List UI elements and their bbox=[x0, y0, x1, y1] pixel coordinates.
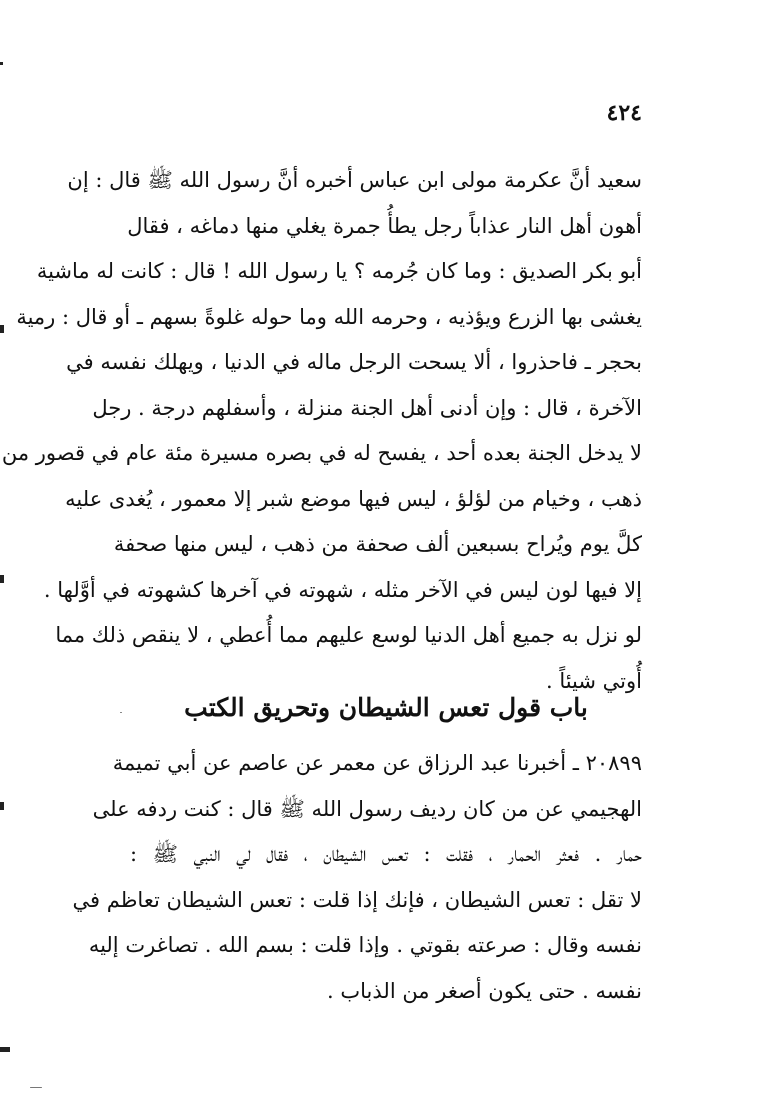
scan-mark bbox=[0, 325, 4, 333]
text-line: كلَّ يوم ويُراح بسبعين ألف صحفة من ذهب ، ليس منها صحفة bbox=[113, 532, 642, 556]
text-line: أبو بكر الصديق : وما كان جُرمه ؟ يا رسول الله ! قال : كانت له ماشية bbox=[36, 259, 642, 283]
text-line: إلا فيها لون ليس في الآخر مثله ، شهوته في آخرها كشهوته في أوَّلها . bbox=[43, 577, 642, 602]
scan-dust bbox=[120, 712, 122, 713]
text-line: يغشى بها الزرع ويؤذيه ، وحرمه الله وما حوله غلوةً بسهم ـ أو قال : رمية bbox=[16, 304, 642, 329]
chapter-title: باب قول تعس الشيطان وتحريق الكتب bbox=[184, 693, 588, 722]
scan-mark bbox=[0, 62, 3, 65]
text-line: لا يدخل الجنة بعده أحد ، يفسح له في بصره مسيرة مئة عام في قصور من bbox=[1, 441, 642, 465]
text-line: الهجيمي عن من كان رديف رسول الله ﷺ قال : كنت ردفه على bbox=[92, 796, 642, 821]
text-line: ٢٠٨٩٩ ـ أخبرنا عبد الرزاق عن معمر عن عاصم عن أبي تميمة bbox=[112, 751, 642, 775]
text-line: الآخرة ، قال : وإن أدنى أهل الجنة منزلة ، وأسفلهم درجة . رجل bbox=[92, 395, 642, 420]
text-line: أُوتي شيئاً . bbox=[545, 668, 642, 693]
text-line: لو نزل به جميع أهل الدنيا لوسع عليهم مما أُعطي ، لا ينقص ذلك مما bbox=[55, 623, 642, 647]
text-line: لا تقل : تعس الشيطان ، فإنك إذا قلت : تعس الشيطان تعاظم في bbox=[72, 887, 642, 912]
text-line: ذهب ، وخيام من لؤلؤ ، ليس فيها موضع شبر إلا معمور ، يُغدى عليه bbox=[65, 486, 642, 511]
page-number: ٤٢٤ bbox=[606, 100, 642, 126]
hadith-paragraph bbox=[72, 741, 642, 1014]
text-line: نفسه وقال : صرعته بقوتي . وإذا قلت : بسم الله . تصاغرت إليه bbox=[88, 933, 642, 957]
text-line: سعيد أنَّ عكرمة مولى ابن عباس أخبره أنَّ رسول الله ﷺ قال : إن bbox=[67, 168, 642, 192]
text-line: بحجر ـ فاحذروا ، ألا يسحت الرجل ماله في الدنيا ، ويهلك نفسه في bbox=[66, 350, 642, 374]
scan-mark bbox=[0, 1047, 10, 1052]
text-line: أهون أهل النار عذاباً رجل يطأُ جمرة يغلي منها دماغه ، فقال bbox=[127, 213, 642, 238]
hadith-continuation-paragraph bbox=[1, 158, 642, 704]
scan-mark bbox=[0, 802, 4, 810]
scan-dust bbox=[30, 1087, 42, 1088]
text-line: نفسه . حتى يكون أصغر من الذباب . bbox=[327, 978, 642, 1003]
scan-mark bbox=[0, 575, 4, 583]
text-line: حمار . فعثر الحمار ، فقلت : تعس الشيطان ، فقال لي النبي ﷺ : bbox=[130, 842, 642, 866]
